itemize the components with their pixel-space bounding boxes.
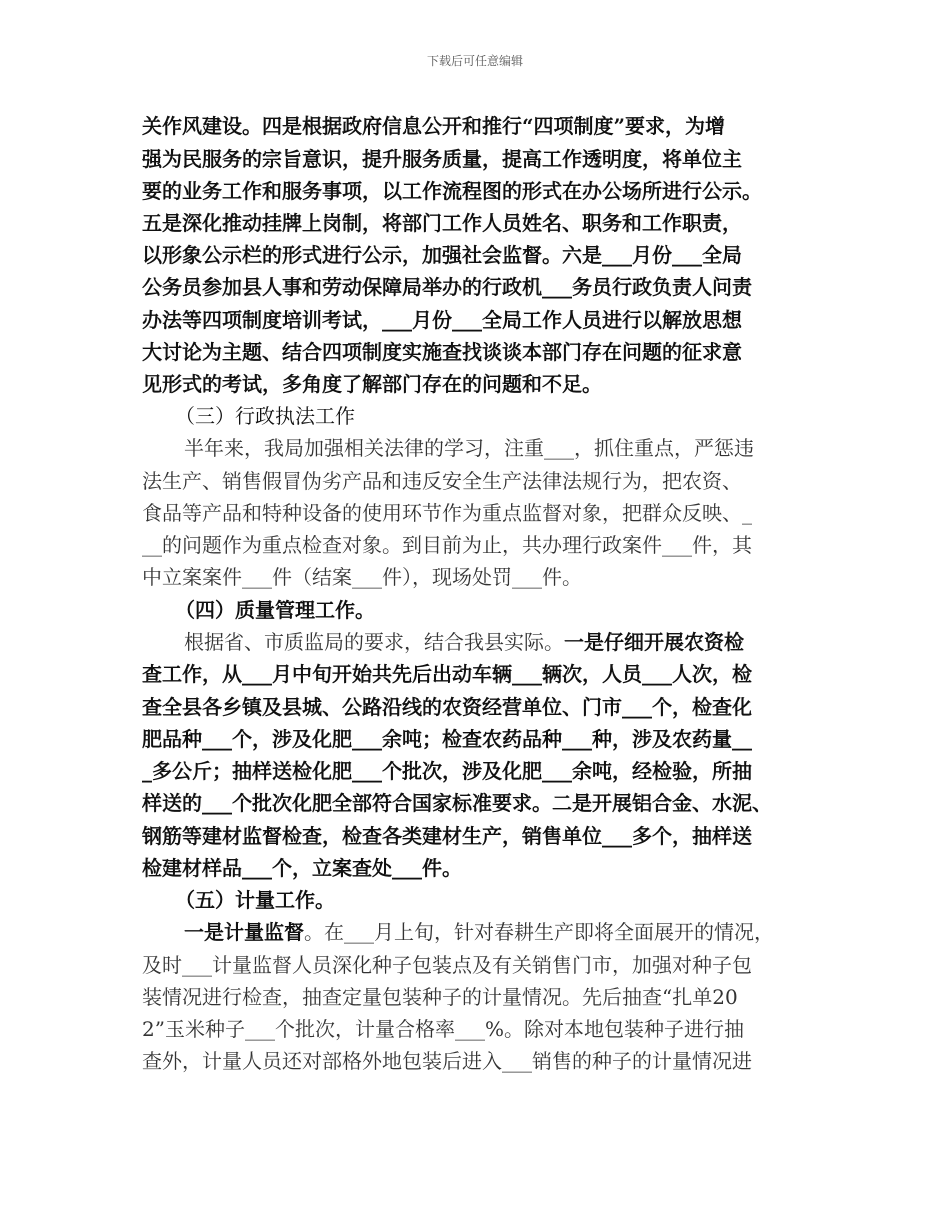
paragraph-line: 2”玉米种子___个批次，计量合格率___%。除对本地包装种子进行抽 xyxy=(142,1017,744,1041)
paragraph-line: 要的业务工作和服务事项，以工作流程图的形式在办公场所进行公示。 xyxy=(142,179,762,203)
section-heading-metrology: （五）计量工作。 xyxy=(175,888,335,912)
paragraph-line: 办法等四项制度培训考试，___月份___全局工作人员进行以解放思想 xyxy=(142,308,742,332)
line-suffix: 。在___月上旬，针对春耕生产即将全面展开的情况， xyxy=(304,920,774,944)
section-heading-administrative-enforcement: （三）行政执法工作 xyxy=(175,404,355,428)
paragraph-line: 关作风建设。四是根据政府信息公开和推行“四项制度”要求，为增 xyxy=(142,114,726,138)
paragraph-line: 公务员参加县人事和劳动保障局举办的行政机___务员行政负责人问责 xyxy=(142,275,752,299)
paragraph-line: 查外，计量人员还对部格外地包装后进入___销售的种子的计量情况进 xyxy=(142,1049,752,1073)
paragraph-line: 以形象公示栏的形式进行公示，加强社会监督。六是___月份___全局 xyxy=(142,243,742,267)
line-prefix: 一是计量监督 xyxy=(184,920,304,944)
section-heading-quality-management: （四）质量管理工作。 xyxy=(175,598,375,622)
page-header: 下载后可任意编辑 xyxy=(426,54,523,68)
paragraph-line: _多公斤；抽样送检化肥___个批次，涉及化肥___余吨，经检验，所抽 xyxy=(142,759,752,783)
paragraph-line-mixed xyxy=(184,627,824,657)
paragraph-line: 强为民服务的宗旨意识，提升服务质量，提高工作透明度，将单位主 xyxy=(142,147,742,171)
paragraph-line: 查工作，从___月中旬开始共先后出动车辆___辆次，人员___人次，检 xyxy=(142,662,752,686)
paragraph-line: 及时___计量监督人员深化种子包装点及有关销售门市，加强对种子包 xyxy=(142,953,752,977)
paragraph-line: 检建材样品___个，立案查处___件。 xyxy=(142,856,462,880)
paragraph-line: 见形式的考试，多角度了解部门存在的问题和不足。 xyxy=(142,372,602,396)
paragraph-line: 装情况进行检查，抽查定量包装种子的计量情况。先后抽查“扎单20 xyxy=(142,985,738,1009)
paragraph-line: 食品等产品和特种设备的使用环节作为重点监督对象，把群众反映、_ xyxy=(142,501,752,525)
paragraph-line-mixed xyxy=(184,917,824,947)
paragraph-line: 中立案案件___件（结案___件），现场处罚___件。 xyxy=(142,565,582,589)
paragraph-line: 钢筋等建材监督检查，检查各类建材生产，销售单位___多个，抽样送 xyxy=(142,824,752,848)
paragraph-line: 法生产、销售假冒伪劣产品和违反安全生产法律法规行为，把农资、 xyxy=(142,469,742,493)
paragraph-line: __的问题作为重点检查对象。到目前为止，共办理行政案件___件，其 xyxy=(142,533,752,557)
paragraph-line: 样送的___个批次化肥全部符合国家标准要求。二是开展铝合金、水泥、 xyxy=(142,791,772,815)
paragraph-line: 查全县各乡镇及县城、公路沿线的农资经营单位、门市___个，检查化 xyxy=(142,695,752,719)
paragraph-line: 半年来，我局加强相关法律的学习，注重___，抓住重点，严惩违 xyxy=(184,436,754,460)
line-prefix: 根据省、市质监局的要求，结合我县实际。 xyxy=(184,630,564,654)
paragraph-line: 大讨论为主题、结合四项制度实施查找谈谈本部门存在问题的征求意 xyxy=(142,340,742,364)
paragraph-line: 肥品种___个，涉及化肥___余吨；检查农药品种___种，涉及农药量__ xyxy=(142,727,752,751)
paragraph-line: 五是深化推动挂牌上岗制，将部门工作人员姓名、职务和工作职责， xyxy=(142,211,742,235)
line-suffix: 一是仔细开展农资检 xyxy=(564,630,744,654)
